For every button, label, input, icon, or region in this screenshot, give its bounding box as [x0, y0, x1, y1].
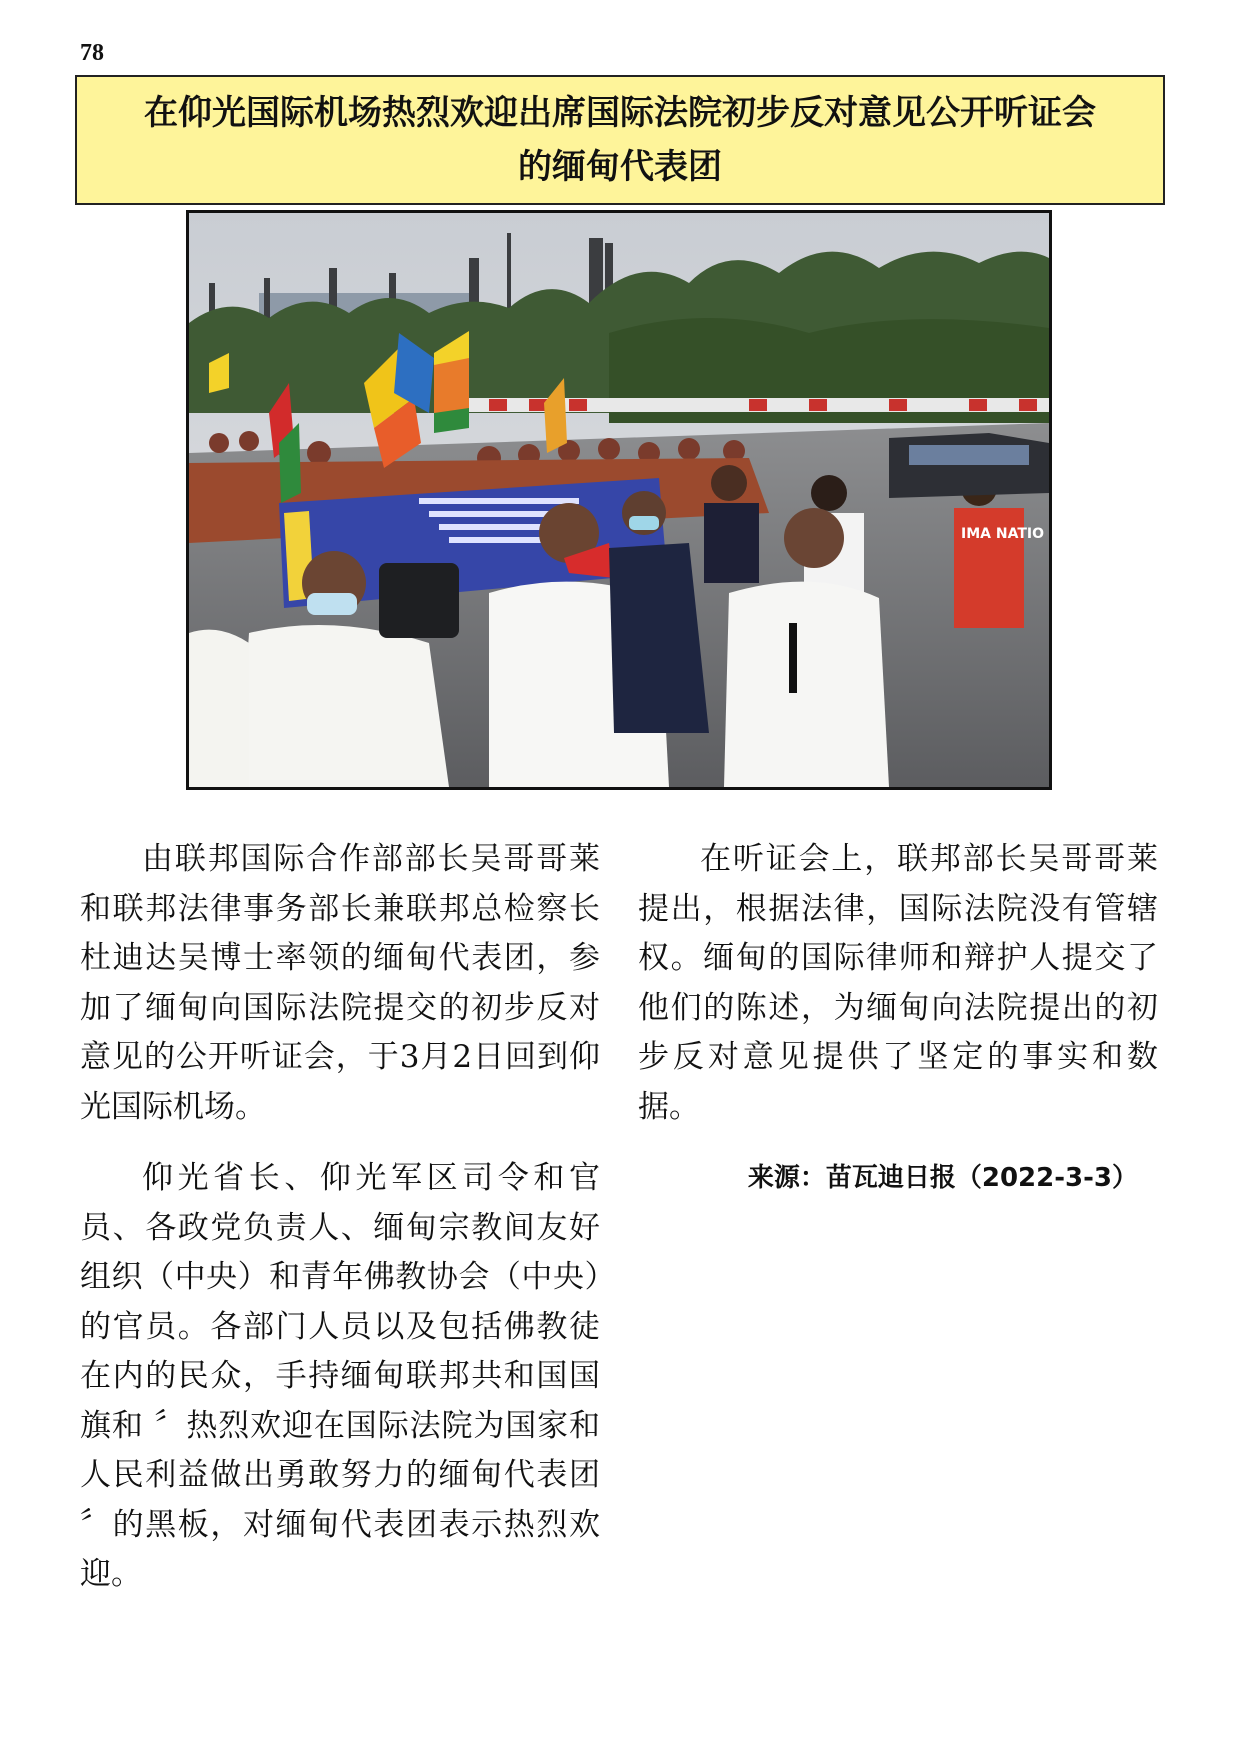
article-column-left — [80, 835, 600, 1600]
paragraph-1: 由联邦国际合作部部长吴哥哥莱和联邦法律事务部长兼联邦总检察长杜迪达吴博士率领的缅甸代表团，参加了缅甸向国际法院提交的初步反对意见的公开听证会，于3月2日回到仰光国际机场。 — [80, 841, 600, 1125]
news-photo — [186, 210, 1052, 790]
crowd-photo-illustration — [189, 213, 1049, 787]
shirt-text: IMA NATIO — [961, 526, 1044, 542]
source-credit: 来源：苗瓦迪日报（2022-3-3） — [747, 1163, 1138, 1193]
video-camera — [379, 563, 459, 638]
title-line-1: 在仰光国际机场热烈欢迎出席国际法院初步反对意见公开听证会 — [144, 93, 1096, 133]
paragraph-2: 仰光省长、仰光军区司令和官员、各政党负责人、缅甸宗教间友好组织（中央）和青年佛教协会（中央）的官员。各部门人员以及包括佛教徒在内的民众，手持缅甸联邦共和国国旗和 〞热烈欢迎在国际法院为国家和人民利益做出勇敢努力的缅甸代表团 〞的黑板，对缅甸代表团表示热烈欢迎。 — [80, 1160, 600, 1592]
paragraph-3: 在听证会上，联邦部长吴哥哥莱提出，根据法律，国际法院没有管辖权。缅甸的国际律师和辩护人提交了他们的陈述，为缅甸向法院提出的初步反对意见提供了坚定的事实和数据。 — [638, 841, 1158, 1125]
article-title — [75, 75, 1165, 205]
article-column-right — [638, 835, 1158, 1204]
title-line-2: 的缅甸代表团 — [518, 147, 722, 187]
page-number: 78 — [80, 40, 104, 66]
